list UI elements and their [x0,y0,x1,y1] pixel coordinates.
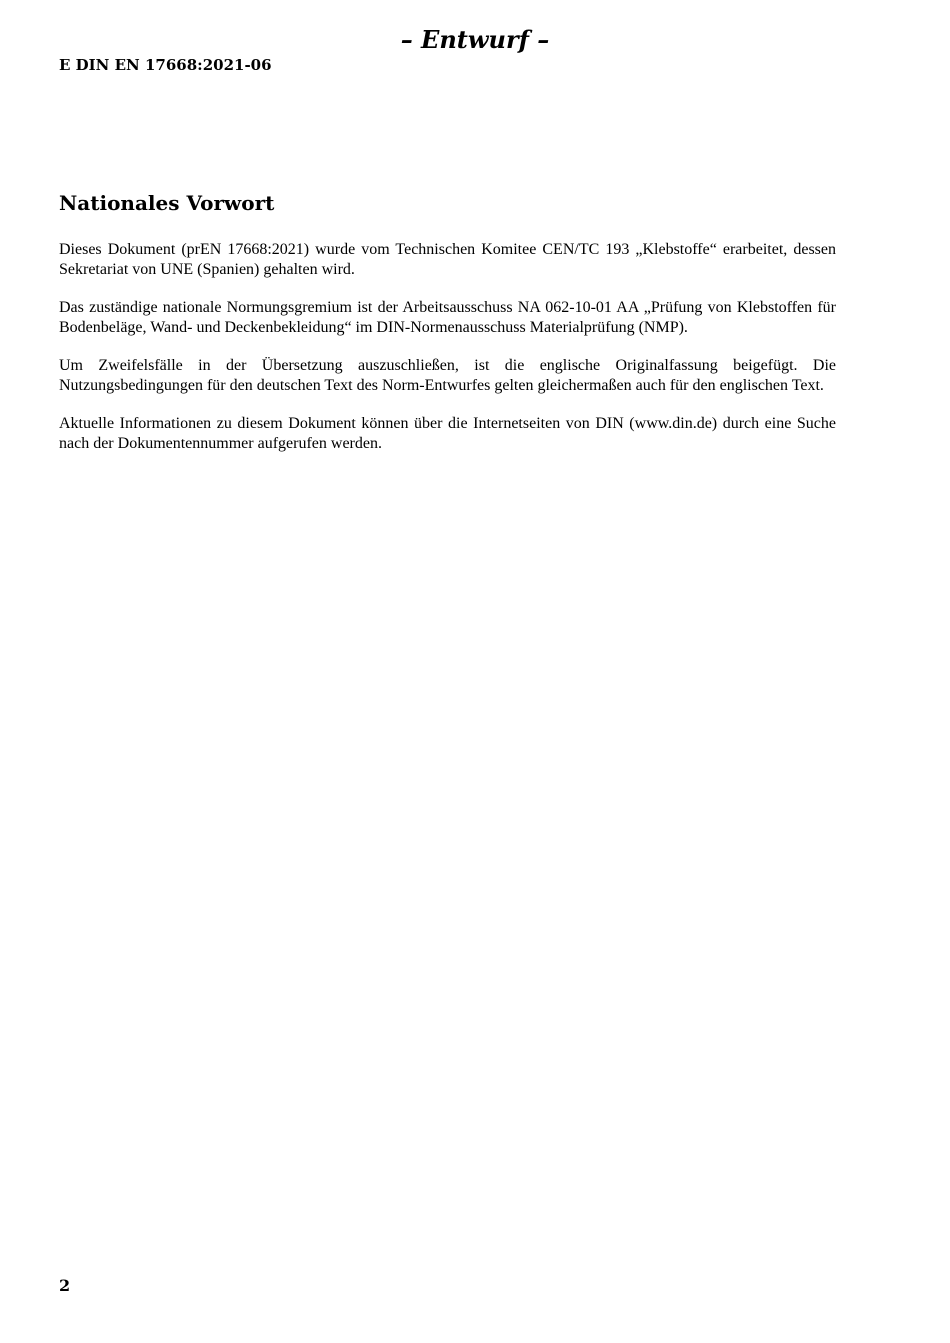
page-number: 2 [59,1276,71,1295]
paragraph-national-body: Das zuständige nationale Normungsgremium ist der Arbeitsausschuss NA 062-10-01 AA „Prüfung von Klebstoffen für Bodenbeläge, Wand- und Deckenbekleidung“ im DIN-Normenausschuss Materialprüfung (NMP). [59,299,836,336]
draft-watermark-label: – Entwurf – [400,25,550,54]
paragraph-translation: Um Zweifelsfälle in der Übersetzung auszuschließen, ist die englische Originalfassung beigefügt. Die Nutzungsbedingungen für den deutschen Text des Norm-Entwurfes gelten gleichermaßen auch für den englischen Text. [59,357,836,394]
paragraph-information: Aktuelle Informationen zu diesem Dokument können über die Internetseiten von DIN (www.din.de) durch eine Suche nach der Dokumentennummer aufgerufen werden. [59,415,836,452]
document-identifier: E DIN EN 17668:2021-06 [59,56,272,74]
section-heading: Nationales Vorwort [59,191,275,215]
foreword-body [59,240,836,472]
paragraph-committee: Dieses Dokument (prEN 17668:2021) wurde vom Technischen Komitee CEN/TC 193 „Klebstoffe“ erarbeitet, dessen Sekretariat von UNE (Spanien) gehalten wird. [59,241,836,278]
